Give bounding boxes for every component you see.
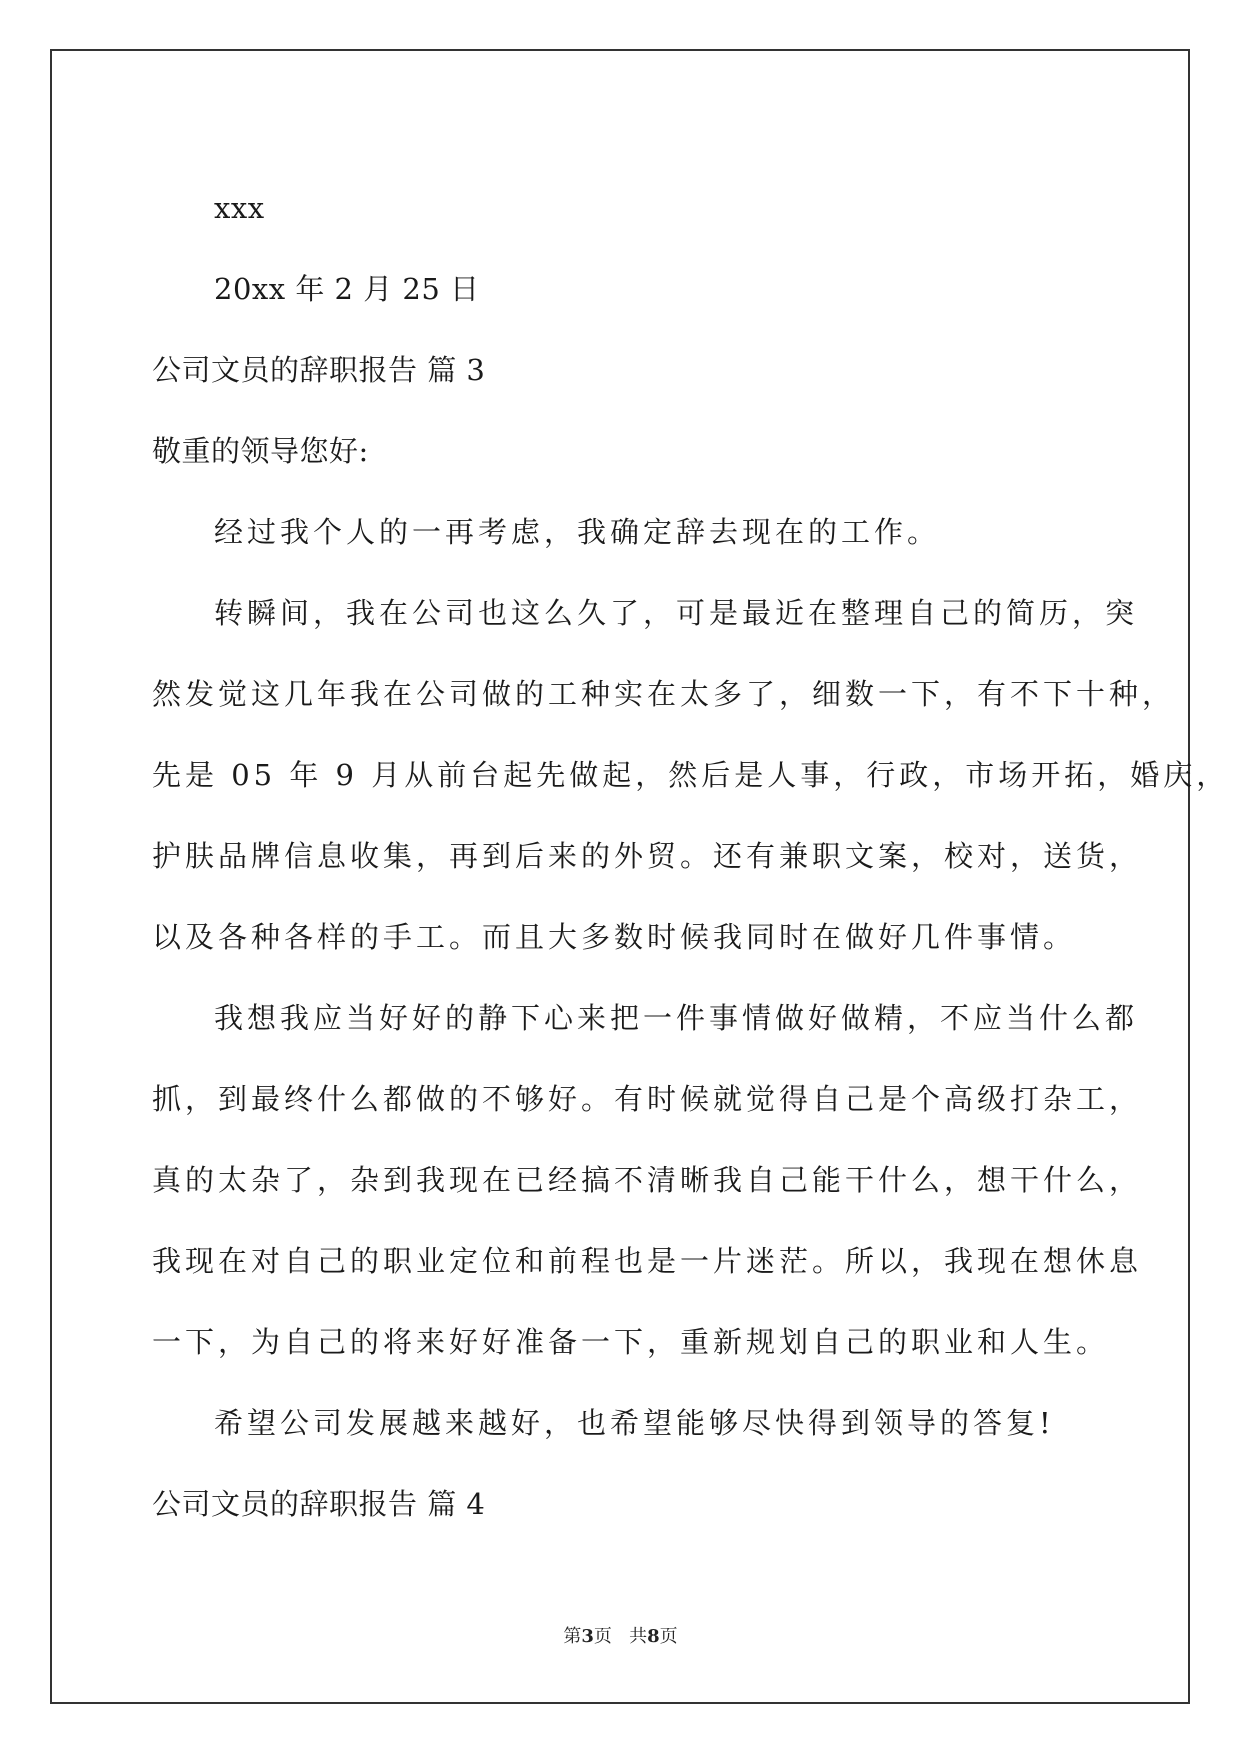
paragraph-line: 抓，到最终什么都做的不够好。有时候就觉得自己是个高级打杂工， (152, 1082, 1143, 1116)
paragraph-line: 然发觉这几年我在公司做的工种实在太多了，细数一下，有不下十种， (152, 677, 1176, 711)
document-body (152, 168, 1230, 1545)
paragraph-line: 先是 05 年 9 月从前台起先做起，然后是人事，行政，市场开拓，婚庆， (152, 758, 1230, 792)
footer-suffix: 页 (659, 1626, 678, 1647)
paragraph-line: 真的太杂了，杂到我现在已经搞不清晰我自己能干什么，想干什么， (152, 1163, 1143, 1197)
letter-date: 20xx 年 2 月 25 日 (214, 272, 480, 306)
paragraph-line: 转瞬间，我在公司也这么久了，可是最近在整理自己的简历，突 (214, 596, 1139, 630)
paragraph-line: 希望公司发展越来越好，也希望能够尽快得到领导的答复! (214, 1406, 1055, 1440)
footer-middle: 页 共 (593, 1626, 648, 1647)
paragraph-line: 我现在对自己的职业定位和前程也是一片迷茫。所以，我现在想休息 (152, 1244, 1143, 1278)
section-heading: 公司文员的辞职报告 篇 3 (152, 353, 486, 387)
page-footer (0, 1622, 1241, 1648)
paragraph-line: 以及各种各样的手工。而且大多数时候我同时在做好几件事情。 (152, 920, 1077, 954)
paragraph-line: 经过我个人的一再考虑，我确定辞去现在的工作。 (214, 515, 941, 549)
paragraph-line: 一下，为自己的将来好好准备一下，重新规划自己的职业和人生。 (152, 1325, 1110, 1359)
signature: xxx (214, 191, 265, 225)
current-page-number: 3 (581, 1626, 594, 1647)
total-pages-number: 8 (647, 1626, 660, 1647)
salutation: 敬重的领导您好: (152, 434, 369, 468)
paragraph-line: 我想我应当好好的静下心来把一件事情做好做精，不应当什么都 (214, 1001, 1139, 1035)
section-heading: 公司文员的辞职报告 篇 4 (152, 1487, 486, 1521)
footer-prefix: 第 (563, 1626, 582, 1647)
paragraph-line: 护肤品牌信息收集，再到后来的外贸。还有兼职文案，校对，送货， (152, 839, 1143, 873)
